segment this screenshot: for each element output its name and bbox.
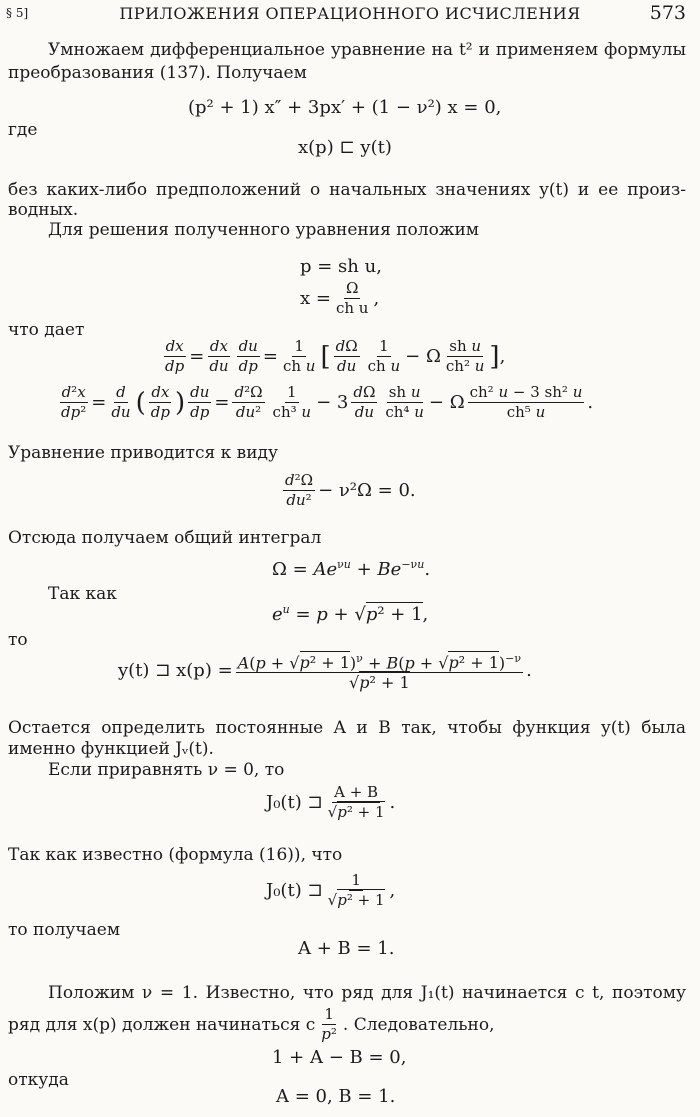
equation-lhs: y(t) ⊐ x(p) =	[118, 660, 233, 682]
equation: $\frac{dx}{dp}$ = $\frac{dx}{du}$ $\frac{du}{dp}$ = $\frac{1}{\text{ch u}}$ [ $\frac{d\Omega}{du}$ $\frac{1}{\text{ch u}}$ − Ω $\frac{\text{sh u}}{\text{ch² u}}$ ] ,	[165, 337, 506, 375]
equation: 1 + A − B = 0,	[272, 1047, 407, 1068]
equation: $\frac{\text{d²Ω}}{\text{du²}}$ − ν²Ω = 0.	[285, 471, 416, 509]
paragraph-line: Так как известно (формула (16)), что	[8, 845, 343, 865]
equation	[300, 280, 379, 317]
paragraph-line: Для решения полученного уравнения положим	[48, 220, 480, 240]
section-number: § 5]	[6, 6, 29, 20]
punctuation: ,	[373, 288, 380, 309]
text-run: . Следовательно,	[342, 1014, 495, 1035]
fraction	[334, 280, 371, 317]
paragraph-line: Так как	[48, 584, 117, 604]
paragraph-line: Уравнение приводится к виду	[8, 443, 278, 463]
equation: $e^u = p + √p^2 + 1$,	[272, 603, 429, 625]
numerator: Ω	[346, 279, 359, 297]
equation: A = 0, B = 1.	[276, 1086, 396, 1107]
paragraph-line: ряд для x(p) должен начинаться с $\frac{1}{\text{p²}}$ . Следовательно,	[8, 1005, 495, 1043]
equation: A + B = 1.	[298, 938, 395, 959]
paragraph-line: без каких-либо предположений о начальных значениях y(t) и ее произ-	[8, 180, 686, 200]
equation: x(p) ⊏ y(t)	[298, 137, 392, 158]
paragraph-line: то получаем	[8, 920, 121, 940]
equation: J₀(t) ⊐ $\frac{A + B}{\text{√p² + 1}}$ .	[266, 783, 396, 821]
paragraph-line: Положим ν = 1. Известно, что ряд для J₁(t) начинается с t, поэтому	[48, 983, 686, 1003]
running-title: ПРИЛОЖЕНИЯ ОПЕРАЦИОННОГО ИСЧИСЛЕНИЯ	[119, 4, 581, 23]
paragraph-line: Остается определить постоянные A и B так, чтобы функция y(t) была	[8, 718, 686, 738]
paragraph-line: водных.	[8, 200, 79, 220]
equation: p = sh u,	[300, 256, 382, 277]
text-run: ряд для x(p) должен начинаться с	[8, 1014, 316, 1035]
denominator: ch u	[335, 299, 369, 317]
equation-lhs: J₀(t) ⊐	[266, 792, 323, 813]
paragraph-line: Отсюда получаем общий интеграл	[8, 528, 322, 548]
equation-lhs: x =	[300, 288, 331, 309]
paragraph-line: откуда	[8, 1070, 69, 1090]
paragraph-line: где	[8, 120, 38, 140]
equation: (p² + 1) x″ + 3px′ + (1 − ν²) x = 0,	[188, 97, 502, 118]
equation: $\Omega = Ae^{\nu u} + Be^{-\nu u}$.	[272, 558, 431, 580]
paragraph-line: Если приравнять ν = 0, то	[48, 760, 285, 780]
paragraph-line: то	[8, 630, 28, 650]
equation-lhs: J₀(t) ⊐	[266, 880, 323, 901]
numerator: A + B	[334, 783, 379, 801]
paragraph-line: что дает	[8, 320, 85, 340]
paragraph-line: Умножаем дифференциальное уравнение на t² и применяем формулы	[48, 40, 686, 60]
numerator: 1	[351, 871, 361, 889]
equation: J₀(t) ⊐ $\frac{1}{\text{√p² + 1}}$ ,	[266, 871, 396, 909]
paragraph-line: преобразования (137). Получаем	[8, 63, 307, 83]
equation: $\frac{\text{d²x}}{\text{dp²}}$ = $\frac{d}{du}$ ( $\frac{dx}{dp}$ ) $\frac{du}{dp}$ = $\frac{\text{d²Ω}}{\text{du²}}$ $\frac{1}{\text{ch³ u}}$ − 3 $\frac{d\Omega}{du}$ $\frac{\text{sh u}}{\text{ch⁴ u}}$ − Ω $\frac{\text{ch² u − 3 sh² u}}{\text{ch⁵ u}}$ .	[61, 383, 594, 421]
equation: y(t) ⊐ x(p) = $\frac{A(p + √p^2 + 1)^\nu + B(p + √p^2 + 1)^{-\nu}}{\text{√p² + 1}}$ .	[118, 652, 532, 693]
page-number: 573	[649, 2, 686, 24]
paragraph-line: именно функцией Jᵥ(t).	[8, 739, 214, 759]
